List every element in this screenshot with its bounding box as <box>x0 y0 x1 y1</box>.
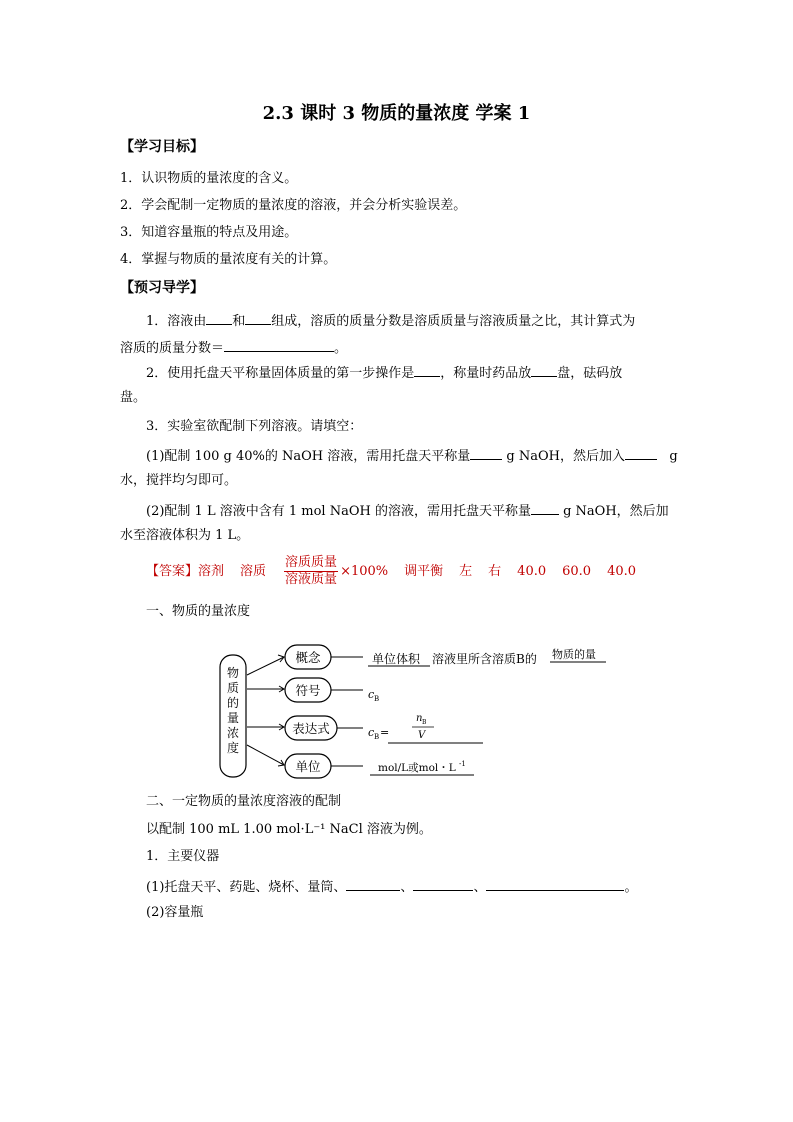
expression-numerator-sub: B <box>422 719 427 726</box>
answer-blank[interactable] <box>625 445 657 460</box>
answer-line: 【答案】溶剂 溶质 $\frac{\text{溶质质量}}{\text{溶液质量}}$ ×100% 调平衡 左 右 40.0 60.0 40.0 <box>146 555 637 587</box>
question-2-line-1: 2．使用托盘天平称量固体质量的第一步操作是 ，称量时药品放 盘，砝码放 <box>146 362 622 383</box>
symbol-subscript: B <box>374 695 380 703</box>
answer-blank[interactable] <box>245 310 271 325</box>
expression-numerator: n <box>416 713 423 724</box>
preview-heading: 【预习导学】 <box>120 280 204 296</box>
expression-equals: = <box>380 726 390 739</box>
concept-unit-volume: 单位体积 <box>372 652 421 666</box>
node-expression-label: 表达式 <box>292 721 330 736</box>
goal-item: 1．认识物质的量浓度的含义。 <box>120 171 298 186</box>
goal-item: 4．掌握与物质的量浓度有关的计算。 <box>120 252 337 267</box>
unit-text: mol/L或mol・L <box>378 762 456 774</box>
question-3-2-line-1: (2)配制 1 L 溶液中含有 1 mol NaOH 的溶液，需用托盘天平称量 g NaOH，然后加 <box>146 500 669 521</box>
question-3-1-line-1: (1)配制 100 g 40%的 NaOH 溶液，需用托盘天平称量 g NaOH，然后加入 g <box>146 445 678 466</box>
goal-item: 3．知道容量瓶的特点及用途。 <box>120 225 298 240</box>
goals-heading: 【学习目标】 <box>120 139 204 155</box>
concept-text: 溶液里所含溶质B的 <box>432 652 537 666</box>
node-unit-label: 单位 <box>295 759 321 774</box>
instruments-line-2: (2)容量瓶 <box>146 905 204 920</box>
answer-blank[interactable] <box>531 362 557 377</box>
mass-fraction-formula: $\frac{\text{溶质质量}}{\text{溶液质量}}$ <box>285 555 338 587</box>
section-2-heading: 二、一定物质的量浓度溶液的配制 <box>146 794 342 809</box>
answer-blank[interactable] <box>531 500 559 515</box>
answer-blank[interactable] <box>470 445 502 460</box>
example-text: 以配制 100 mL 1.00 mol·L⁻¹ NaCl 溶液为例。 <box>146 822 432 837</box>
symbol-c: c <box>368 688 375 701</box>
node-concept-label: 概念 <box>295 650 321 665</box>
svg-text:度: 度 <box>226 741 240 755</box>
unit-superscript: -1 <box>459 760 466 768</box>
svg-text:浓: 浓 <box>226 726 240 740</box>
question-1-line-1: 1．溶液由 和 组成，溶质的质量分数是溶质质量与溶液质量之比，其计算式为 <box>146 310 635 331</box>
question-1-line-2: 溶质的质量分数＝ 。 <box>120 337 347 358</box>
concept-diagram <box>200 635 620 785</box>
expression-denominator: V <box>418 730 426 741</box>
goal-item: 2．学会配制一定物质的量浓度的溶液，并会分析实验误差。 <box>120 198 467 213</box>
concept-amount: 物质的量 <box>552 648 596 661</box>
question-2-line-2: 盘。 <box>120 390 147 405</box>
answer-blank[interactable] <box>206 310 232 325</box>
answer-blank[interactable] <box>486 876 624 891</box>
svg-text:物: 物 <box>226 666 240 680</box>
page-title: 2.3 课时 3 物质的量浓度 学案 1 <box>262 103 531 124</box>
question-3-1-line-2: 水，搅拌均匀即可。 <box>120 473 238 488</box>
svg-text:质: 质 <box>226 681 240 695</box>
node-symbol-label: 符号 <box>295 683 321 698</box>
answer-blank[interactable] <box>346 876 400 891</box>
answer-blank[interactable] <box>414 362 440 377</box>
question-3-2-line-2: 水至溶液体积为 1 L。 <box>120 528 250 543</box>
question-3-heading: 3．实验室欲配制下列溶液。请填空： <box>146 419 363 434</box>
svg-text:量: 量 <box>226 711 240 725</box>
answer-blank[interactable] <box>413 876 473 891</box>
svg-text:的: 的 <box>226 696 240 710</box>
instruments-heading: 1．主要仪器 <box>146 849 220 864</box>
section-1-heading: 一、物质的量浓度 <box>146 604 251 619</box>
answer-blank[interactable] <box>224 337 334 352</box>
expression-subscript: B <box>374 733 380 741</box>
instruments-line-1: (1)托盘天平、药匙、烧杯、量筒、 、 、 。 <box>146 876 637 897</box>
connector-arrows <box>247 655 284 766</box>
expression-c: c <box>368 726 375 739</box>
